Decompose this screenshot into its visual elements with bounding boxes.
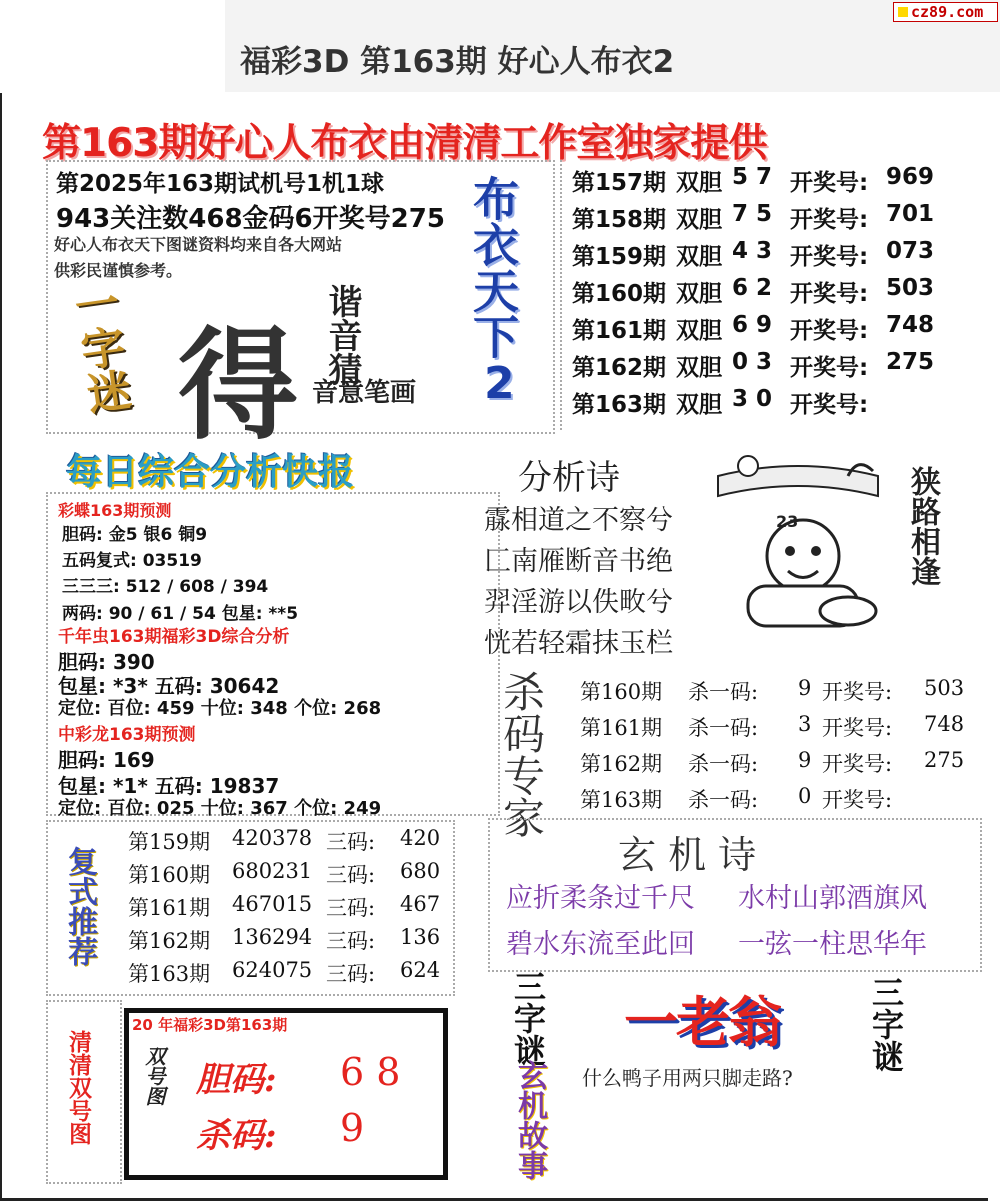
history-open-label: 开奖号: <box>790 244 869 270</box>
history-open-label: 开奖号: <box>790 207 869 233</box>
history-label: 双胆 <box>676 355 722 381</box>
fushi-code: 136294 <box>232 925 313 949</box>
history-period: 第160期 <box>572 281 667 307</box>
history-label: 双胆 <box>676 244 722 270</box>
history-pair: 5 7 <box>732 164 773 190</box>
history-pair: 6 2 <box>732 275 773 301</box>
riddle-side-top: 谐音猜 <box>322 284 362 386</box>
kill-num: 3 <box>798 712 812 736</box>
riddle-side-bottom: 音意笔画 <box>312 378 417 408</box>
caidie-title: 彩蝶163期预测 <box>58 501 172 520</box>
caidie-line-3: 三三三: 512 / 608 / 394 <box>62 577 269 597</box>
kill-period: 第163期 <box>580 788 663 812</box>
story-question: 什么鸭子用两只脚走路? <box>582 1066 793 1090</box>
xuanji-line-2a: 碧水东流至此回 <box>506 929 695 960</box>
history-open: 701 <box>886 201 935 227</box>
fushi-three: 467 <box>400 892 441 916</box>
fushi-side-title: 复式推荐 <box>62 846 97 966</box>
xuanji-line-1a: 应折柔条过千尺 <box>506 883 695 914</box>
fushi-period: 第160期 <box>128 863 211 887</box>
kill-open-label: 开奖号: <box>822 680 893 704</box>
poem1-line-4: 恍若轻霜抹玉栏 <box>484 628 673 659</box>
daily-title: 每日综合分析快报 <box>66 452 355 493</box>
history-open: 503 <box>886 275 935 301</box>
history-label: 双胆 <box>676 392 722 418</box>
intro-line-2: 943关注数468金码6开奖号275 <box>56 204 445 234</box>
kill-num: 0 <box>798 784 812 808</box>
history-pair: 3 0 <box>732 386 773 412</box>
cartoon-caption: 狭路相逢 <box>905 466 940 586</box>
qnc-line-2: 包星: *3* 五码: 30642 <box>58 674 280 698</box>
sanzi-left: 三字谜 <box>509 970 547 1066</box>
history-pair: 4 3 <box>732 238 773 264</box>
xuanji-title: 玄 机 诗 <box>618 833 757 877</box>
kill-label: 杀一码: <box>688 752 759 776</box>
fushi-label: 三码: <box>326 830 376 854</box>
history-period: 第159期 <box>572 244 667 270</box>
sanzi-right: 三字谜 <box>867 976 905 1072</box>
fushi-code: 624075 <box>232 958 313 982</box>
history-period: 第161期 <box>572 318 667 344</box>
history-period: 第157期 <box>572 170 667 196</box>
history-pair: 0 3 <box>732 349 773 375</box>
history-open: 969 <box>886 164 935 190</box>
sha-label: 杀码: <box>196 1116 277 1156</box>
dan-value: 6 8 <box>340 1050 401 1094</box>
fushi-label: 三码: <box>326 863 376 887</box>
fushi-period: 第163期 <box>128 962 211 986</box>
intro-line-1: 第2025年163期试机号1机1球 <box>56 171 385 197</box>
headline: 第163期好心人布衣由清清工作室独家提供 <box>42 121 767 166</box>
poem1-title: 分析诗 <box>518 458 620 498</box>
history-open-label: 开奖号: <box>790 281 869 307</box>
fushi-label: 三码: <box>326 962 376 986</box>
history-period: 第162期 <box>572 355 667 381</box>
brand-vertical: 布衣天下 <box>466 175 520 359</box>
zcl-line-2: 包星: *1* 五码: 19837 <box>58 774 280 798</box>
kill-label: 杀一码: <box>688 716 759 740</box>
fushi-three: 136 <box>400 925 441 949</box>
kill-period: 第162期 <box>580 752 663 776</box>
shuanghao-header: 20 年福彩3D第163期 <box>132 1016 288 1034</box>
fushi-period: 第162期 <box>128 929 211 953</box>
poem1-line-1: 霡相道之不察兮 <box>484 505 673 536</box>
kill-open-label: 开奖号: <box>822 788 893 812</box>
fushi-code: 680231 <box>232 859 313 883</box>
history-open-label: 开奖号: <box>790 170 869 196</box>
kill-period: 第160期 <box>580 680 663 704</box>
history-open: 073 <box>886 238 935 264</box>
dan-label: 胆码: <box>196 1060 277 1100</box>
intro-line-3: 好心人布衣天下图谜资料均来自各大网站 <box>54 235 343 254</box>
history-open-label: 开奖号: <box>790 355 869 381</box>
shuanghao-side: 清清双号图 <box>65 1030 91 1145</box>
fushi-period: 第159期 <box>128 830 211 854</box>
fushi-label: 三码: <box>326 929 376 953</box>
history-pair: 7 5 <box>732 201 773 227</box>
kill-open-label: 开奖号: <box>822 716 893 740</box>
qnc-title: 千年虫163期福彩3D综合分析 <box>58 627 290 647</box>
history-period: 第163期 <box>572 392 667 418</box>
history-open: 748 <box>886 312 935 338</box>
qnc-line-3: 定位: 百位: 459 十位: 348 个位: 268 <box>58 698 382 719</box>
history-label: 双胆 <box>676 281 722 307</box>
sha-value: 9 <box>340 1106 365 1150</box>
fushi-three: 624 <box>400 958 441 982</box>
caidie-line-1: 胆码: 金5 银6 铜9 <box>62 525 208 545</box>
kill-period: 第161期 <box>580 716 663 740</box>
history-open: 275 <box>886 349 935 375</box>
kill-num: 9 <box>798 676 812 700</box>
fushi-code: 467015 <box>232 892 313 916</box>
zcl-line-3: 定位: 百位: 025 十位: 367 个位: 249 <box>58 798 382 819</box>
riddle-char: 得 <box>178 315 298 456</box>
fushi-code: 420378 <box>232 826 313 850</box>
xuanji-line-1b: 水村山郭酒旗风 <box>738 883 927 914</box>
history-open-label: 开奖号: <box>790 392 869 418</box>
kill-label: 杀一码: <box>688 680 759 704</box>
intro-line-4: 供彩民谨慎参考。 <box>54 261 183 280</box>
kill-open-label: 开奖号: <box>822 752 893 776</box>
qnc-line-1: 胆码: 390 <box>58 650 155 674</box>
poem1-lines <box>484 500 673 664</box>
history-label: 双胆 <box>676 207 722 233</box>
fushi-label: 三码: <box>326 896 376 920</box>
kill-side-title: 杀码专家 <box>497 670 546 838</box>
badge-dot-icon <box>898 7 908 17</box>
site-badge[interactable] <box>893 2 998 22</box>
zcl-line-1: 胆码: 169 <box>58 748 155 772</box>
history-period: 第158期 <box>572 207 667 233</box>
caidie-line-4: 两码: 90 / 61 / 54 包星: **5 <box>62 604 299 624</box>
history-open-label: 开奖号: <box>790 318 869 344</box>
fushi-period: 第161期 <box>128 896 211 920</box>
xuanji-line-2b: 一弦一柱思华年 <box>738 929 927 960</box>
caidie-line-2: 五码复式: 03519 <box>62 551 202 571</box>
fushi-three: 680 <box>400 859 441 883</box>
kill-num: 9 <box>798 748 812 772</box>
cartoon-number: 23 <box>776 512 799 531</box>
kill-label: 杀一码: <box>688 788 759 812</box>
page-title: 福彩3D 第163期 好心人布衣2 <box>240 44 675 80</box>
sanzi-answer: 一老翁 <box>624 991 780 1054</box>
brand-number: 2 <box>484 358 515 409</box>
kill-open: 275 <box>924 748 965 772</box>
poem1-line-3: 羿淫游以佚畋兮 <box>484 587 673 618</box>
history-pair: 6 9 <box>732 312 773 338</box>
site-badge-label: cz89.com <box>911 3 984 21</box>
story-side: 玄机故事 <box>512 1060 547 1180</box>
poem1-line-2: 匚南雁断音书绝 <box>484 546 673 577</box>
fushi-three: 420 <box>400 826 441 850</box>
history-label: 双胆 <box>676 318 722 344</box>
history-label: 双胆 <box>676 170 722 196</box>
zcl-title: 中彩龙163期预测 <box>58 725 196 745</box>
shuanghao-badge: 双号图 <box>142 1046 166 1106</box>
kill-open: 503 <box>924 676 965 700</box>
riddle-label: 一字迷 <box>64 279 133 417</box>
kill-open: 748 <box>924 712 965 736</box>
